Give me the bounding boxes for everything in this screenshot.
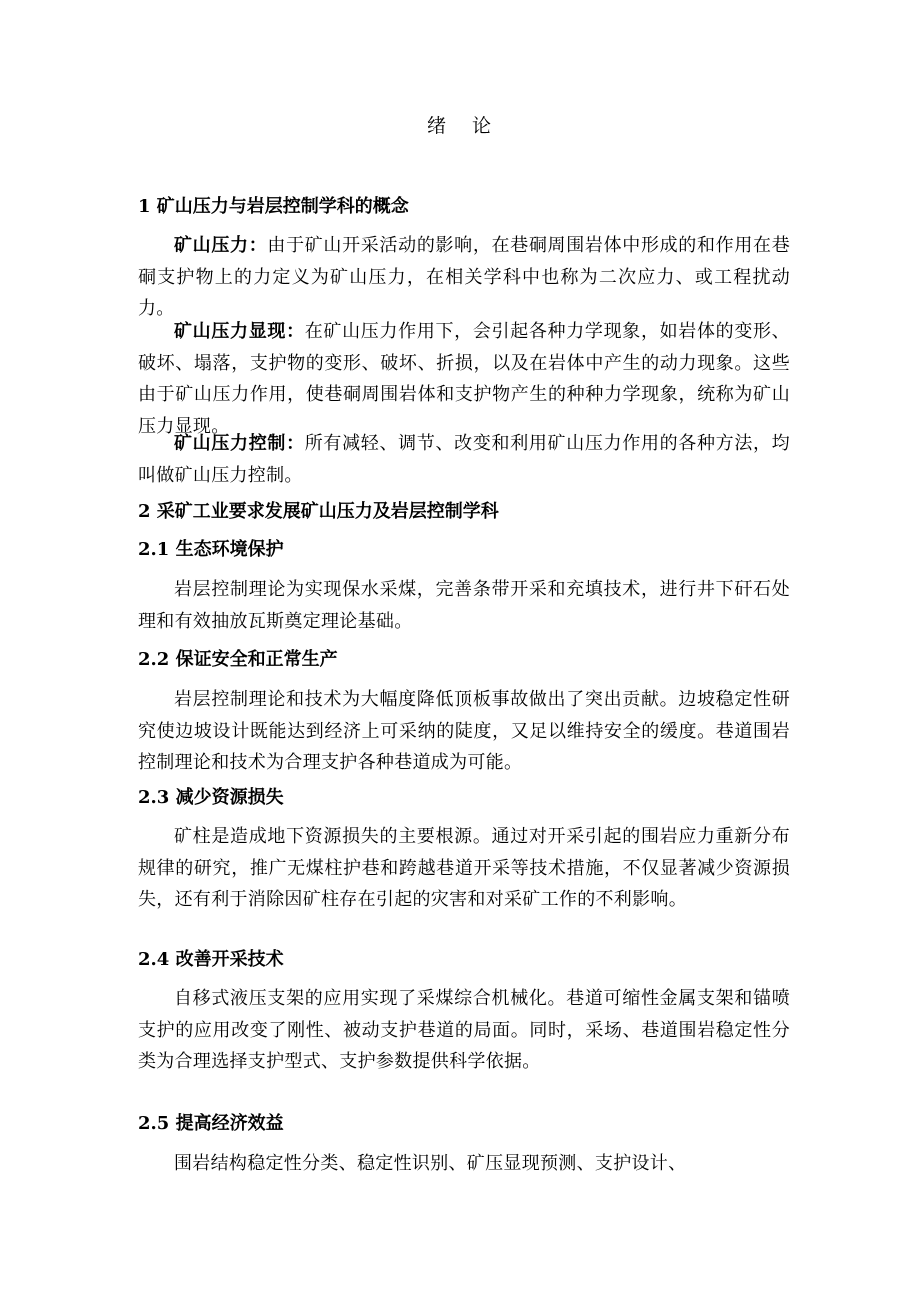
- paragraph-text: 所有减轻、调节、改变和利用矿山压力作用的各种方法，均叫做矿山压力控制。: [138, 433, 790, 486]
- section-heading-2: 2 采矿工业要求发展矿山压力及岩层控制学科: [138, 501, 499, 522]
- paragraph-economics: [138, 1148, 790, 1180]
- paragraph-text: 岩层控制理论和技术为大幅度降低顶板事故做出了突出贡献。边坡稳定性研究使边坡设计既能达到经济上可采纳的陡度，又足以维持安全的缓度。巷道围岩控制理论和技术为合理支护各种巷道成为可能。: [138, 689, 790, 773]
- term-mine-pressure: 矿山压力：: [174, 235, 268, 256]
- section-heading-1: 1 矿山压力与岩层控制学科的概念: [138, 196, 409, 217]
- term-mine-pressure-control: 矿山压力控制：: [174, 433, 305, 454]
- paragraph-mine-pressure-manifestation: [138, 316, 790, 442]
- section-heading-2-2: 2.2 保证安全和正常生产: [138, 649, 338, 670]
- section-heading-2-3: 2.3 减少资源损失: [138, 787, 284, 808]
- paragraph-text: 岩层控制理论为实现保水采煤，完善条带开采和充填技术，进行井下矸石处理和有效抽放瓦斯奠定理论基础。: [138, 579, 790, 632]
- paragraph-text: 自移式液压支架的应用实现了采煤综合机械化。巷道可缩性金属支架和锚喷支护的应用改变了刚性、被动支护巷道的局面。同时，采场、巷道围岩稳定性分类为合理选择支护型式、支护参数提供科学依据。: [138, 988, 790, 1072]
- paragraph-text: 由于矿山开采活动的影响，在巷硐周围岩体中形成的和作用在巷硐支护物上的力定义为矿山压力，在相关学科中也称为二次应力、或工程扰动力。: [138, 235, 790, 319]
- paragraph-safety: [138, 684, 790, 779]
- paragraph-ecology: [138, 574, 790, 637]
- document-title: 绪 论: [426, 115, 502, 137]
- paragraph-resources: [138, 821, 790, 916]
- paragraph-techniques: [138, 983, 790, 1078]
- section-heading-2-5: 2.5 提高经济效益: [138, 1113, 284, 1134]
- paragraph-mine-pressure: [138, 230, 790, 325]
- section-heading-2-4: 2.4 改善开采技术: [138, 949, 284, 970]
- term-mine-pressure-manifestation: 矿山压力显现：: [174, 321, 305, 342]
- paragraph-text: 矿柱是造成地下资源损失的主要根源。通过对开采引起的围岩应力重新分布规律的研究，推广无煤柱护巷和跨越巷道开采等技术措施，不仅显著减少资源损失，还有利于消除因矿柱存在引起的灾害和对采矿工作的不利影响。: [138, 826, 790, 910]
- paragraph-text: 围岩结构稳定性分类、稳定性识别、矿压显现预测、支护设计、: [174, 1153, 687, 1174]
- section-heading-2-1: 2.1 生态环境保护: [138, 539, 284, 560]
- paragraph-mine-pressure-control: [138, 428, 790, 491]
- paragraph-text: 在矿山压力作用下，会引起各种力学现象，如岩体的变形、破坏、塌落，支护物的变形、破坏、折损，以及在岩体中产生的动力现象。这些由于矿山压力作用，使巷硐周围岩体和支护物产生的种种力学现象，统称为矿山压力显现。: [138, 321, 790, 437]
